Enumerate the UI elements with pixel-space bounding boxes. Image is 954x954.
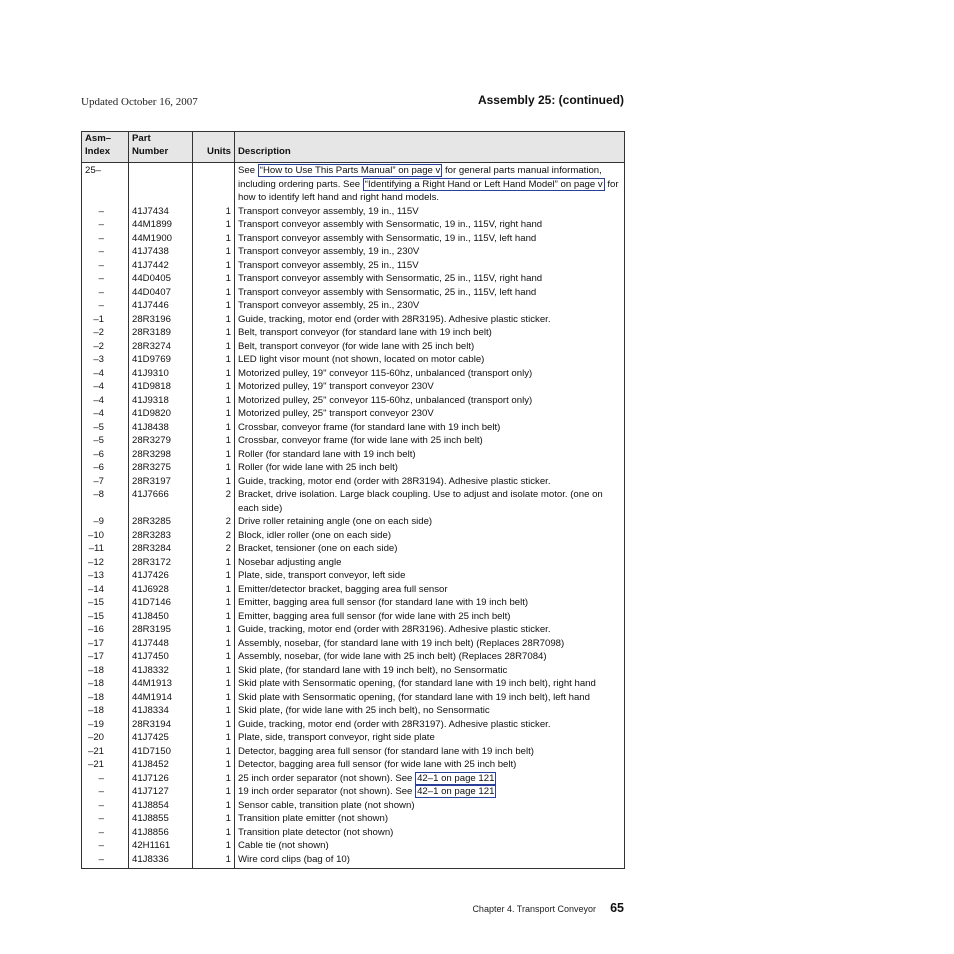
row-part: 28R3283	[129, 529, 193, 543]
table-row	[82, 340, 625, 354]
link-identifying-hand[interactable]: “Identifying a Right Hand or Left Hand Model” on page v	[364, 178, 603, 190]
row-units: 1	[193, 812, 235, 826]
header-description: Description	[235, 132, 625, 163]
row-units: 2	[193, 529, 235, 543]
row-part: 41J7438	[129, 245, 193, 259]
table-row	[82, 556, 625, 570]
row-description: Bracket, tensioner (one on each side)	[235, 542, 625, 556]
row-description: Roller (for standard lane with 19 inch belt)	[235, 448, 625, 462]
table-row	[82, 610, 625, 624]
row-description: Detector, bagging area full sensor (for standard lane with 19 inch belt)	[235, 745, 625, 759]
table-row	[82, 407, 625, 421]
row-units: 1	[193, 461, 235, 475]
row-index: –5	[82, 434, 129, 448]
table-row	[82, 623, 625, 637]
row-part: 41J8332	[129, 664, 193, 678]
row-index: –	[82, 259, 129, 273]
row-index: –18	[82, 691, 129, 705]
row-index: –	[82, 772, 129, 786]
row-description: Motorized pulley, 25" transport conveyor 230V	[235, 407, 625, 421]
row-part: 41J7425	[129, 731, 193, 745]
table-row	[82, 542, 625, 556]
row-part: 28R3284	[129, 542, 193, 556]
row-description: Guide, tracking, motor end (order with 28R3197). Adhesive plastic sticker.	[235, 718, 625, 732]
row-index: –	[82, 232, 129, 246]
footer-page-number: 65	[610, 901, 624, 915]
row-units: 1	[193, 772, 235, 786]
row-part: 41J8856	[129, 826, 193, 840]
table-row	[82, 272, 625, 286]
row-part: 28R3274	[129, 340, 193, 354]
row-index: –16	[82, 623, 129, 637]
row-index: –5	[82, 421, 129, 435]
row-description: Transport conveyor assembly, 19 in., 230V	[235, 245, 625, 259]
table-row	[82, 799, 625, 813]
row-index: –15	[82, 596, 129, 610]
row-units: 1	[193, 380, 235, 394]
row-units: 1	[193, 218, 235, 232]
row-index: –	[82, 799, 129, 813]
row-index: –12	[82, 556, 129, 570]
row-index: –	[82, 272, 129, 286]
row-part: 28R3196	[129, 313, 193, 327]
row-units: 1	[193, 421, 235, 435]
row-units: 1	[193, 286, 235, 300]
row-description: Detector, bagging area full sensor (for wide lane with 25 inch belt)	[235, 758, 625, 772]
row-units: 1	[193, 245, 235, 259]
table-row	[82, 394, 625, 408]
row-index: –21	[82, 758, 129, 772]
row-part: 28R3197	[129, 475, 193, 489]
row-description: Motorized pulley, 25" conveyor 115-60hz, unbalanced (transport only)	[235, 394, 625, 408]
row-description: Skid plate, (for standard lane with 19 inch belt), no Sensormatic	[235, 664, 625, 678]
row-index: –	[82, 205, 129, 219]
row-units: 2	[193, 488, 235, 515]
table-row	[82, 286, 625, 300]
row-index: –6	[82, 461, 129, 475]
row-part: 44M1913	[129, 677, 193, 691]
row-part: 41J8854	[129, 799, 193, 813]
row-description: Transport conveyor assembly, 25 in., 230V	[235, 299, 625, 313]
row-part: 28R3195	[129, 623, 193, 637]
table-row	[82, 826, 625, 840]
row-units: 1	[193, 718, 235, 732]
row-description: Block, idler roller (one on each side)	[235, 529, 625, 543]
row-units: 1	[193, 853, 235, 869]
row-part: 41J8334	[129, 704, 193, 718]
row-units: 1	[193, 407, 235, 421]
row-units: 1	[193, 758, 235, 772]
row-part: 41D9769	[129, 353, 193, 367]
header-units: Units	[193, 132, 235, 163]
table-row	[82, 421, 625, 435]
row-index: –6	[82, 448, 129, 462]
row-part: 28R3275	[129, 461, 193, 475]
table-row	[82, 569, 625, 583]
table-row	[82, 664, 625, 678]
row-part: 41J7442	[129, 259, 193, 273]
row-index: –2	[82, 326, 129, 340]
row-description: Nosebar adjusting angle	[235, 556, 625, 570]
row-part: 41J7426	[129, 569, 193, 583]
table-row	[82, 812, 625, 826]
row-description: Transport conveyor assembly with Sensormatic, 25 in., 115V, left hand	[235, 286, 625, 300]
link-page-reference[interactable]: 42–1 on page 121	[417, 786, 495, 797]
table-row	[82, 839, 625, 853]
row-index: –21	[82, 745, 129, 759]
row-description: Transition plate detector (not shown)	[235, 826, 625, 840]
row-description: Guide, tracking, motor end (order with 28R3195). Adhesive plastic sticker.	[235, 313, 625, 327]
row-description: Plate, side, transport conveyor, right side plate	[235, 731, 625, 745]
row-index: –	[82, 299, 129, 313]
table-row	[82, 205, 625, 219]
table-row	[82, 596, 625, 610]
row-index: –	[82, 853, 129, 869]
row-index: –8	[82, 488, 129, 515]
row-description: Assembly, nosebar, (for wide lane with 25 inch belt) (Replaces 28R7084)	[235, 650, 625, 664]
row-units: 1	[193, 475, 235, 489]
row-units: 1	[193, 556, 235, 570]
row-part: 28R3285	[129, 515, 193, 529]
row-description: LED light visor mount (not shown, located on motor cable)	[235, 353, 625, 367]
row-units: 1	[193, 367, 235, 381]
row-description: Sensor cable, transition plate (not shown)	[235, 799, 625, 813]
row-part: 41J7446	[129, 299, 193, 313]
row-units: 1	[193, 637, 235, 651]
row-index: –13	[82, 569, 129, 583]
table-row	[82, 475, 625, 489]
row-part: 44D0405	[129, 272, 193, 286]
table-header-row	[82, 132, 625, 163]
row-description: Cable tie (not shown)	[235, 839, 625, 853]
table-row	[82, 785, 625, 799]
table-row	[82, 691, 625, 705]
row-units: 1	[193, 691, 235, 705]
row-units: 1	[193, 623, 235, 637]
row-description: Emitter/detector bracket, bagging area full sensor	[235, 583, 625, 597]
link-how-to-use[interactable]: “How to Use This Parts Manual” on page v	[259, 165, 441, 176]
row-part: 41J8855	[129, 812, 193, 826]
row-description: Transport conveyor assembly, 19 in., 115V	[235, 205, 625, 219]
row-index: –	[82, 218, 129, 232]
row-part: 44M1899	[129, 218, 193, 232]
table-row	[82, 704, 625, 718]
table-row	[82, 448, 625, 462]
table-row	[82, 583, 625, 597]
row-description: Emitter, bagging area full sensor (for standard lane with 19 inch belt)	[235, 596, 625, 610]
row-part: 28R3298	[129, 448, 193, 462]
table-row	[82, 758, 625, 772]
table-row	[82, 529, 625, 543]
table-row	[82, 218, 625, 232]
row-part: 41D7146	[129, 596, 193, 610]
row-part: 28R3172	[129, 556, 193, 570]
row-part: 41J7126	[129, 772, 193, 786]
table-row	[82, 326, 625, 340]
row-description: Crossbar, conveyor frame (for wide lane with 25 inch belt)	[235, 434, 625, 448]
table-row	[82, 299, 625, 313]
table-row	[82, 259, 625, 273]
row-units: 1	[193, 839, 235, 853]
row-units: 1	[193, 664, 235, 678]
row-index: –15	[82, 610, 129, 624]
row-index: –	[82, 812, 129, 826]
row-units: 1	[193, 340, 235, 354]
row-units: 1	[193, 448, 235, 462]
row-index: –4	[82, 380, 129, 394]
table-row	[82, 772, 625, 786]
footer-chapter: Chapter 4. Transport Conveyor	[472, 904, 596, 914]
row-part: 41J8438	[129, 421, 193, 435]
row-units: 1	[193, 259, 235, 273]
row-part: 41J7448	[129, 637, 193, 651]
row-index: –9	[82, 515, 129, 529]
assembly-title: Assembly 25: (continued)	[477, 93, 624, 107]
row-index: –18	[82, 704, 129, 718]
row-description: Transport conveyor assembly with Sensormatic, 19 in., 115V, left hand	[235, 232, 625, 246]
row-index: –	[82, 839, 129, 853]
row-description: 19 inch order separator (not shown). See 42–1 on page 121	[235, 785, 625, 799]
row-units: 2	[193, 515, 235, 529]
row-description: Transport conveyor assembly with Sensormatic, 25 in., 115V, right hand	[235, 272, 625, 286]
row-description: Drive roller retaining angle (one on each side)	[235, 515, 625, 529]
table-row	[82, 367, 625, 381]
row-part: 28R3194	[129, 718, 193, 732]
row-index: –17	[82, 650, 129, 664]
row-description: 25 inch order separator (not shown). See 42–1 on page 121	[235, 772, 625, 786]
row-part: 41J7434	[129, 205, 193, 219]
row-index: –19	[82, 718, 129, 732]
row-description: Emitter, bagging area full sensor (for wide lane with 25 inch belt)	[235, 610, 625, 624]
table-row	[82, 637, 625, 651]
row-units: 1	[193, 583, 235, 597]
row-part: 41J7127	[129, 785, 193, 799]
row-description: Motorized pulley, 19" conveyor 115-60hz, unbalanced (transport only)	[235, 367, 625, 381]
row-units: 2	[193, 542, 235, 556]
row-description: Wire cord clips (bag of 10)	[235, 853, 625, 869]
row-description: Transport conveyor assembly with Sensormatic, 19 in., 115V, right hand	[235, 218, 625, 232]
table-row	[82, 245, 625, 259]
row-description: Transport conveyor assembly, 25 in., 115V	[235, 259, 625, 273]
row-units: 1	[193, 610, 235, 624]
row-index: 25–	[82, 163, 129, 205]
row-part: 41J7666	[129, 488, 193, 515]
row-index: –	[82, 826, 129, 840]
row-index: –4	[82, 394, 129, 408]
table-row	[82, 853, 625, 869]
row-units: 1	[193, 650, 235, 664]
parts-table	[81, 131, 625, 869]
row-units: 1	[193, 394, 235, 408]
row-units: 1	[193, 731, 235, 745]
row-description: Skid plate, (for wide lane with 25 inch belt), no Sensormatic	[235, 704, 625, 718]
row-units: 1	[193, 826, 235, 840]
table-row	[82, 745, 625, 759]
row-part: 44M1914	[129, 691, 193, 705]
row-index: –1	[82, 313, 129, 327]
row-units: 1	[193, 569, 235, 583]
row-index: –	[82, 286, 129, 300]
row-part: 44M1900	[129, 232, 193, 246]
row-units: 1	[193, 677, 235, 691]
row-index: –17	[82, 637, 129, 651]
row-description: Crossbar, conveyor frame (for standard lane with 19 inch belt)	[235, 421, 625, 435]
table-row	[82, 677, 625, 691]
row-part: 41J9310	[129, 367, 193, 381]
row-description: Guide, tracking, motor end (order with 28R3196). Adhesive plastic sticker.	[235, 623, 625, 637]
row-index: –10	[82, 529, 129, 543]
row-units: 1	[193, 434, 235, 448]
row-index: –20	[82, 731, 129, 745]
header-part-number: Part Number	[129, 132, 193, 163]
row-index: –3	[82, 353, 129, 367]
row-description: Belt, transport conveyor (for standard lane with 19 inch belt)	[235, 326, 625, 340]
row-part: 28R3279	[129, 434, 193, 448]
table-row	[82, 461, 625, 475]
row-index: –4	[82, 407, 129, 421]
link-page-reference[interactable]: 42–1 on page 121	[417, 772, 495, 784]
row-units: 1	[193, 205, 235, 219]
row-units: 1	[193, 326, 235, 340]
row-part: 41J8450	[129, 610, 193, 624]
header-asm-index: Asm– Index	[82, 132, 129, 163]
table-row	[82, 718, 625, 732]
row-units: 1	[193, 745, 235, 759]
row-index: –14	[82, 583, 129, 597]
row-index: –2	[82, 340, 129, 354]
row-part: 44D0407	[129, 286, 193, 300]
row-description: Bracket, drive isolation. Large black coupling. Use to adjust and isolate motor. (one on each side)	[235, 488, 625, 515]
row-units	[193, 163, 235, 205]
row-index: –	[82, 245, 129, 259]
row-description: Belt, transport conveyor (for wide lane with 25 inch belt)	[235, 340, 625, 354]
row-part: 41D9818	[129, 380, 193, 394]
row-description: Transition plate emitter (not shown)	[235, 812, 625, 826]
table-row	[82, 731, 625, 745]
row-part	[129, 163, 193, 205]
row-part: 28R3189	[129, 326, 193, 340]
row-units: 1	[193, 596, 235, 610]
row-part: 41J7450	[129, 650, 193, 664]
table-row-intro	[82, 163, 625, 205]
row-units: 1	[193, 299, 235, 313]
row-units: 1	[193, 272, 235, 286]
table-row	[82, 353, 625, 367]
row-description: Skid plate with Sensormatic opening, (for standard lane with 19 inch belt), right hand	[235, 677, 625, 691]
row-index: –18	[82, 677, 129, 691]
row-index: –7	[82, 475, 129, 489]
row-index: –11	[82, 542, 129, 556]
row-part: 41J6928	[129, 583, 193, 597]
row-description: Plate, side, transport conveyor, left side	[235, 569, 625, 583]
row-part: 42H1161	[129, 839, 193, 853]
row-index: –18	[82, 664, 129, 678]
table-row	[82, 434, 625, 448]
row-part: 41D7150	[129, 745, 193, 759]
table-row	[82, 650, 625, 664]
row-description: Guide, tracking, motor end (order with 28R3194). Adhesive plastic sticker.	[235, 475, 625, 489]
row-units: 1	[193, 785, 235, 799]
row-units: 1	[193, 704, 235, 718]
row-part: 41J8336	[129, 853, 193, 869]
row-description: Roller (for wide lane with 25 inch belt)	[235, 461, 625, 475]
table-row	[82, 232, 625, 246]
table-row	[82, 515, 625, 529]
row-description: Motorized pulley, 19" transport conveyor 230V	[235, 380, 625, 394]
table-row	[82, 488, 625, 515]
row-units: 1	[193, 232, 235, 246]
row-index: –4	[82, 367, 129, 381]
row-part: 41J9318	[129, 394, 193, 408]
row-description: See “How to Use This Parts Manual” on page v for general parts manual information, including ordering parts. See “Identifying a Right Hand or Left Hand Model” on page v for how to identify left hand and right hand models.	[235, 163, 625, 205]
updated-date: Updated October 16, 2007	[81, 96, 198, 108]
row-units: 1	[193, 313, 235, 327]
row-description: Skid plate with Sensormatic opening, (for standard lane with 19 inch belt), left hand	[235, 691, 625, 705]
table-row	[82, 380, 625, 394]
row-description: Assembly, nosebar, (for standard lane with 19 inch belt) (Replaces 28R7098)	[235, 637, 625, 651]
row-part: 41J8452	[129, 758, 193, 772]
row-units: 1	[193, 799, 235, 813]
row-units: 1	[193, 353, 235, 367]
row-part: 41D9820	[129, 407, 193, 421]
table-row	[82, 313, 625, 327]
row-index: –	[82, 785, 129, 799]
